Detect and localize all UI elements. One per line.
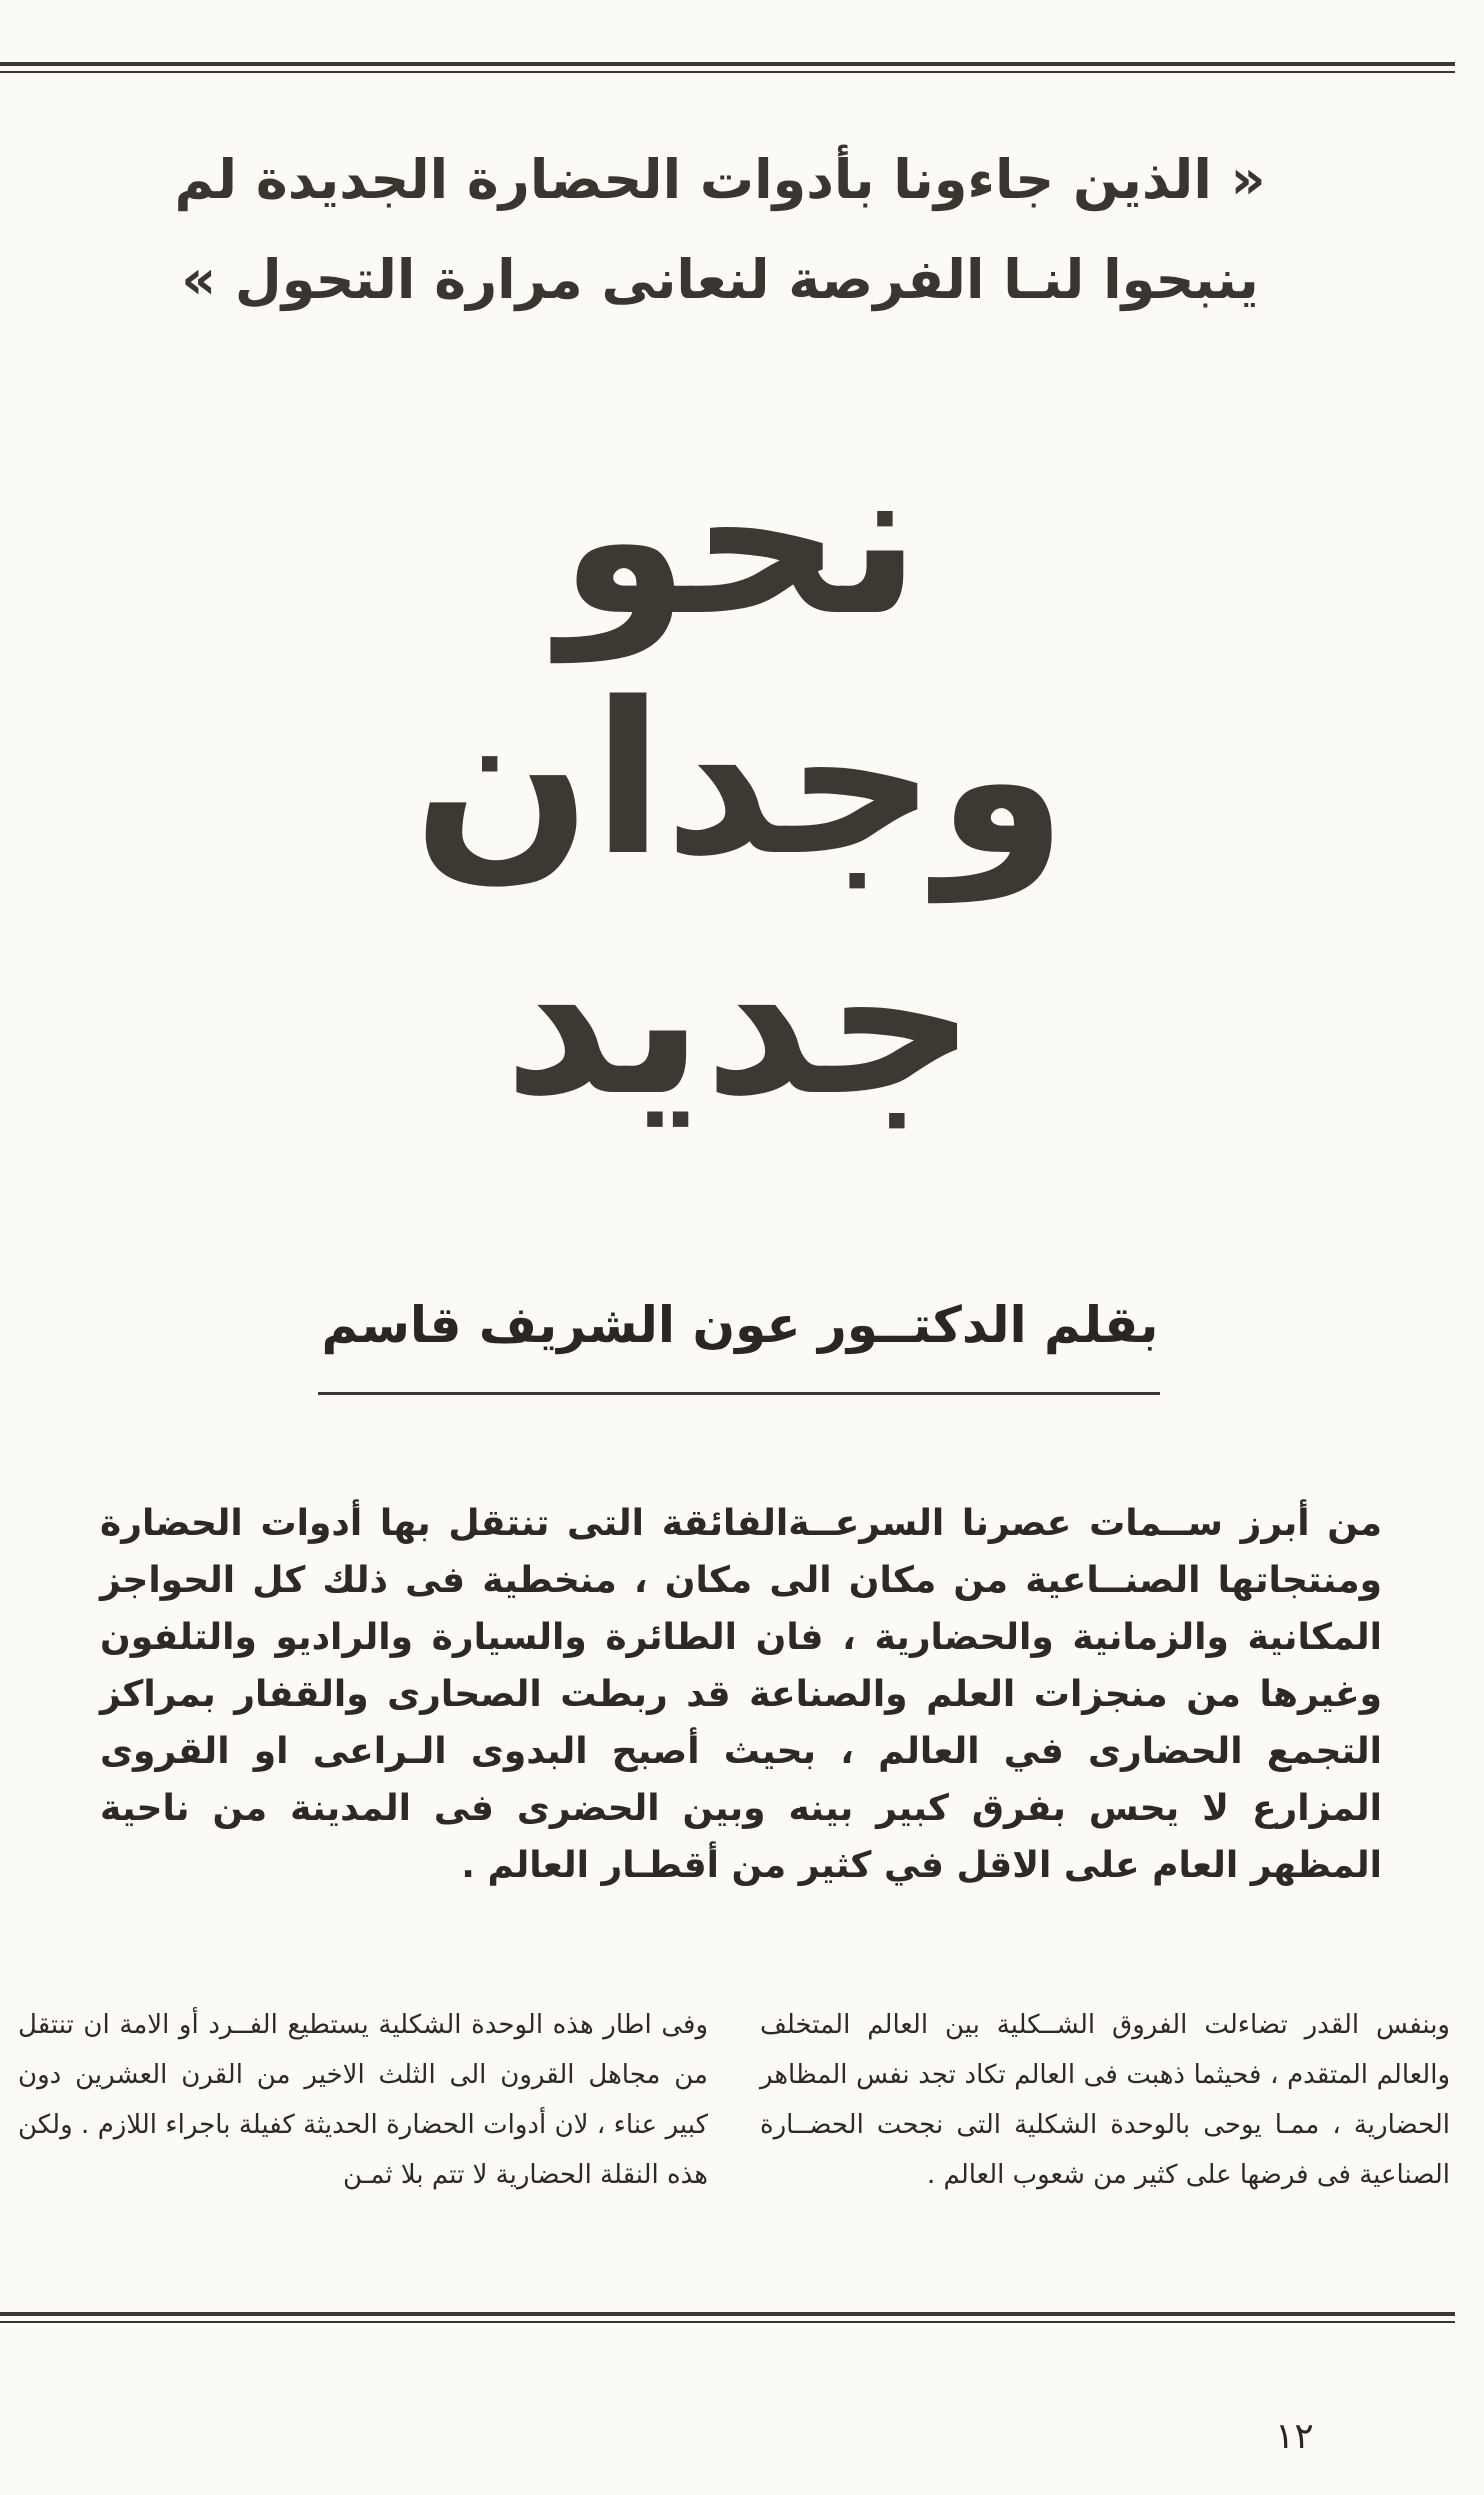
top-double-rule: [0, 62, 1455, 73]
title-line-2: وجدان: [412, 657, 1068, 902]
article-title: [360, 417, 1120, 1142]
title-line-1: نحو: [559, 417, 921, 662]
author-byline: بقلم الدكتــور عون الشريف قاسم: [321, 1296, 1159, 1354]
headline-line-1: « الذين جاءونا بأدوات الحضارة الجديدة لم: [174, 148, 1266, 211]
byline-underline: [318, 1392, 1160, 1395]
body-column-right: وبنفس القدر تضاءلت الفروق الشــكلية بين العالم المتخلف والعالم المتقدم ، فحيثما ذهبت فى العالم تكاد تجد نفس المظاهر الحضارية ، ممـا يوحى بالوحدة الشكلية التى نجحت الحضــارة الصناعية فى فرضها على كثير من شعوب العالم .: [760, 2010, 1450, 2190]
title-line-3: جديد: [503, 897, 977, 1142]
page-number: ١٢: [1275, 2416, 1314, 2457]
headline: [160, 130, 1280, 330]
intro-paragraph: من أبرز ســمات عصرنا السرعــةالفائقة التى تنتقل بها أدوات الحضارة ومنتجاتها الصنــاعية من مكان الى مكان ، منخطية فى ذلك كل الحواجز المكانية والزمانية والحضارية ، فان الطائرة والسيارة والراديو والتلفون وغيرها من منجزات العلم والصناعة قد ربطت الصحارى والقفار بمراكز التجمع الحضارى في العالم ، بحيث أصبح البدوى الـراعى او القروى المزارع لا يحس بفرق كبير بينه وبين الحضرى فى المدينة من ناحية المظهر العام على الاقل في كثير من أقطـار العالم .: [100, 1503, 1382, 1886]
body-column-left: وفى اطار هذه الوحدة الشكلية يستطيع الفــرد أو الامة ان تنتقل من مجاهل القرون الى الثلث الاخير من القرن العشرين دون كبير عناء ، لان أدوات الحضارة الحديثة كفيلة باجراء اللازم . ولكن هذه النقلة الحضارية لا تتم بلا ثمـن: [18, 2010, 708, 2190]
headline-line-2: ينبحوا لنـا الفرصة لنعانى مرارة التحول »: [181, 248, 1259, 311]
bottom-double-rule: [0, 2312, 1455, 2323]
